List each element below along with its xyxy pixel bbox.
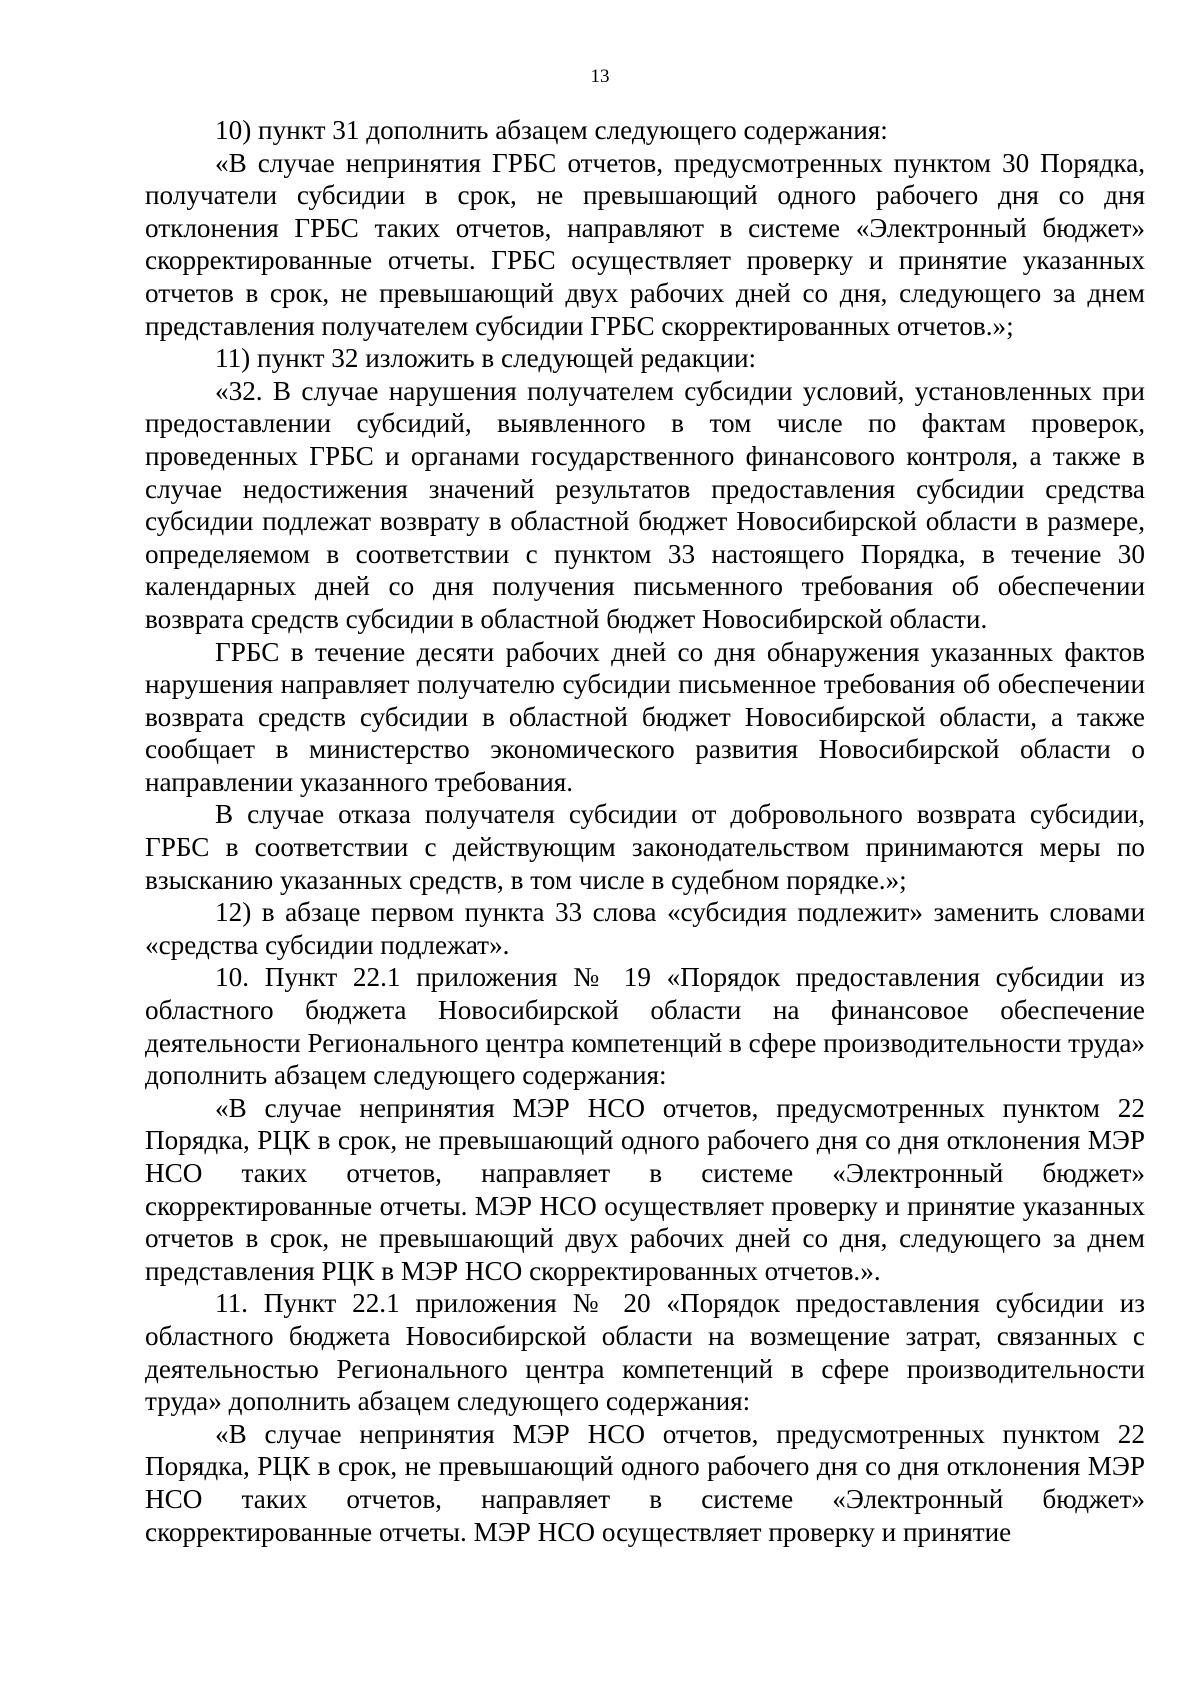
paragraph-refusal-case: В случае отказа получателя субсидии от добровольного возврата субсидии, ГРБС в соответствии с действующим законодательством принимаются меры по взысканию указанных средств, в том числе в судебном порядке.»; [145, 799, 1145, 895]
paragraph-grbs-notice: ГРБС в течение десяти рабочих дней со дня обнаружения указанных фактов нарушения направляет получателю субсидии письменное требования об обеспечении возврата средств субсидии в областной бюджет Новосибирской области, а также сообщает в министерство экономического развития Новосибирской области о направлении указанного требования. [145, 636, 1145, 797]
paragraph-quote-item-31: «В случае непринятия ГРБС отчетов, предусмотренных пунктом 30 Порядка, получатели субсидии в срок, не превышающий одного рабочего дня со дня отклонения ГРБС таких отчетов, направляют в системе «Электронный бюджет» скорректированные отчеты. ГРБС осуществляет проверку и принятие указанных отчетов в срок, не превышающий двух рабочих дней со дня, следующего за днем представления получателем субсидии ГРБС скорректированных отчетов.»; [145, 147, 1145, 341]
paragraph-item-11: 11) пункт 32 изложить в следующей редакции: [215, 343, 757, 374]
paragraph-quote-appendix-19: «В случае непринятия МЭР НСО отчетов, предусмотренных пунктом 22 Порядка, РЦК в срок, не превышающий одного рабочего дня со дня отклонения МЭР НСО таких отчетов, направляет в системе «Электронный бюджет» скорректированные отчеты. МЭР НСО осуществляет проверку и принятие указанных отчетов в срок, не превышающий двух рабочих дней со дня, следующего за днем представления РЦК в МЭР НСО скорректированных отчетов.». [145, 1092, 1145, 1286]
paragraph-point-10: 10. Пункт 22.1 приложения № 19 «Порядок предоставления субсидии из областного бюджета Новосибирской области на финансовое обеспечение деятельности Регионального центра компетенций в сфере производительности труда» дополнить абзацем следующего содержания: [145, 962, 1145, 1091]
paragraph-item-12: 12) в абзаце первом пункта 33 слова «субсидия подлежит» заменить словами «средства субсидии подлежат». [145, 897, 1145, 960]
paragraph-point-11: 11. Пункт 22.1 приложения № 20 «Порядок предоставления субсидии из областного бюджета Новосибирской области на возмещение затрат, связанных с деятельностью Регионального центра компетенций в сфере производительности труда» дополнить абзацем следующего содержания: [145, 1288, 1145, 1417]
paragraph-item-10: 10) пункт 31 дополнить абзацем следующего содержания: [215, 115, 888, 145]
page-number: 13 [590, 66, 610, 87]
paragraph-quote-appendix-20: «В случае непринятия МЭР НСО отчетов, предусмотренных пунктом 22 Порядка, РЦК в срок, не превышающий одного рабочего дня со дня отклонения МЭР НСО таких отчетов, направляет в системе «Электронный бюджет» скорректированные отчеты. МЭР НСО осуществляет проверку и принятие [145, 1418, 1145, 1547]
paragraph-quote-item-32: «32. В случае нарушения получателем субсидии условий, установленных при предоставлении субсидий, выявленного в том числе по фактам проверок, проведенных ГРБС и органами государственного финансового контроля, а также в случае недостижения значений результатов предоставления субсидии средства субсидии подлежат возврату в областной бюджет Новосибирской области в размере, определяемом в соответствии с пунктом 33 настоящего Порядка, в течение 30 календарных дней со дня получения письменного требования об обеспечении возврата средств субсидии в областной бюджет Новосибирской области. [145, 375, 1145, 634]
document-body [145, 114, 1145, 1548]
